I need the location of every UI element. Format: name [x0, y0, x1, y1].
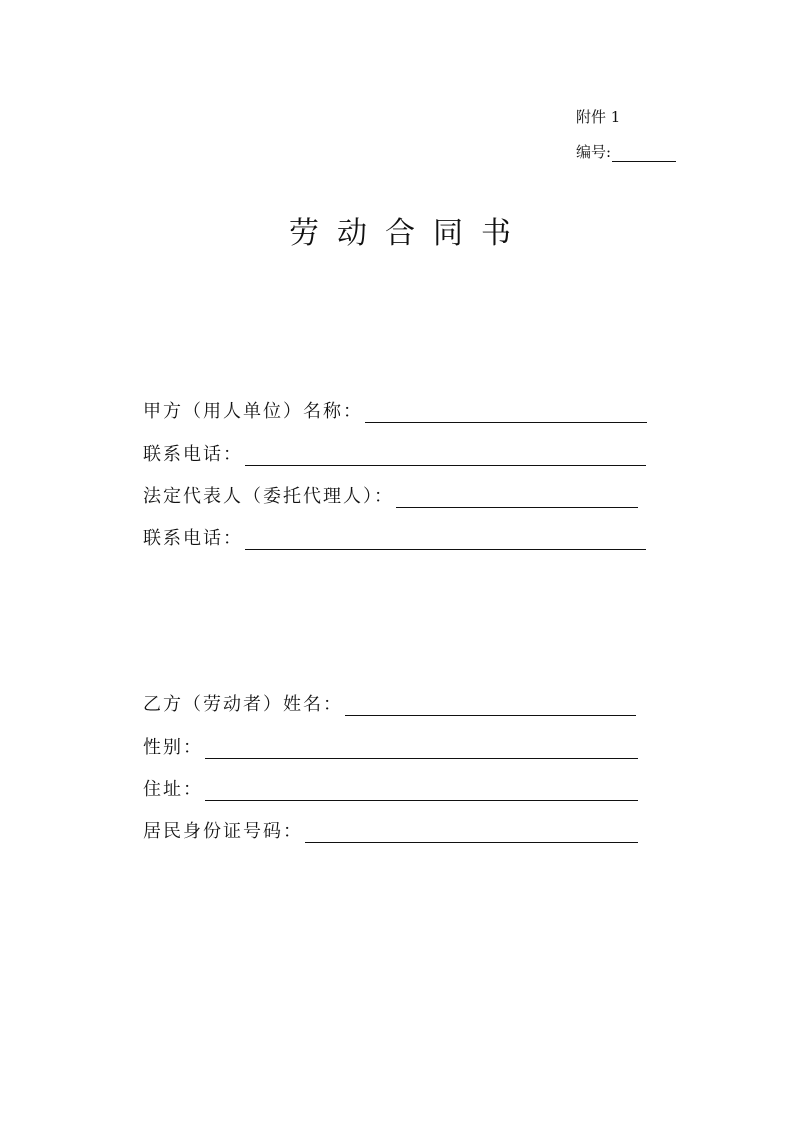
serial-label: 编号: — [576, 143, 612, 161]
attachment-label: 附件 1 — [576, 108, 621, 126]
party-a-rep-phone-field[interactable] — [245, 529, 646, 550]
party-a-rep-row — [143, 482, 638, 508]
party-b-address-field[interactable] — [205, 780, 638, 801]
party-b-name-label: 乙方（劳动者）姓名： — [143, 694, 343, 715]
party-a-name-label: 甲方（用人单位）名称： — [143, 401, 363, 422]
party-b-gender-field[interactable] — [205, 738, 638, 759]
party-a-phone-row — [143, 440, 646, 466]
serial-number — [576, 141, 676, 162]
party-b-gender-label: 性别： — [143, 737, 203, 758]
document-title: 劳动合同书 — [289, 216, 529, 251]
party-a-name-field[interactable] — [365, 402, 647, 423]
party-b-address-row — [143, 775, 638, 801]
party-a-rep-field[interactable] — [396, 487, 638, 508]
party-b-id-row — [143, 817, 638, 843]
party-a-rep-label: 法定代表人（委托代理人）： — [143, 486, 394, 507]
party-a-rep-phone-label: 联系电话： — [143, 528, 243, 549]
serial-blank[interactable] — [612, 147, 676, 162]
party-a-name-row — [143, 397, 647, 423]
party-a-rep-phone-row — [143, 524, 646, 550]
party-b-gender-row — [143, 733, 638, 759]
party-a-phone-label: 联系电话： — [143, 444, 243, 465]
party-a-phone-field[interactable] — [245, 445, 646, 466]
party-b-id-label: 居民身份证号码： — [143, 821, 303, 842]
party-b-address-label: 住址： — [143, 779, 203, 800]
party-b-id-field[interactable] — [305, 822, 638, 843]
party-b-name-row — [143, 690, 636, 716]
party-b-name-field[interactable] — [345, 695, 636, 716]
